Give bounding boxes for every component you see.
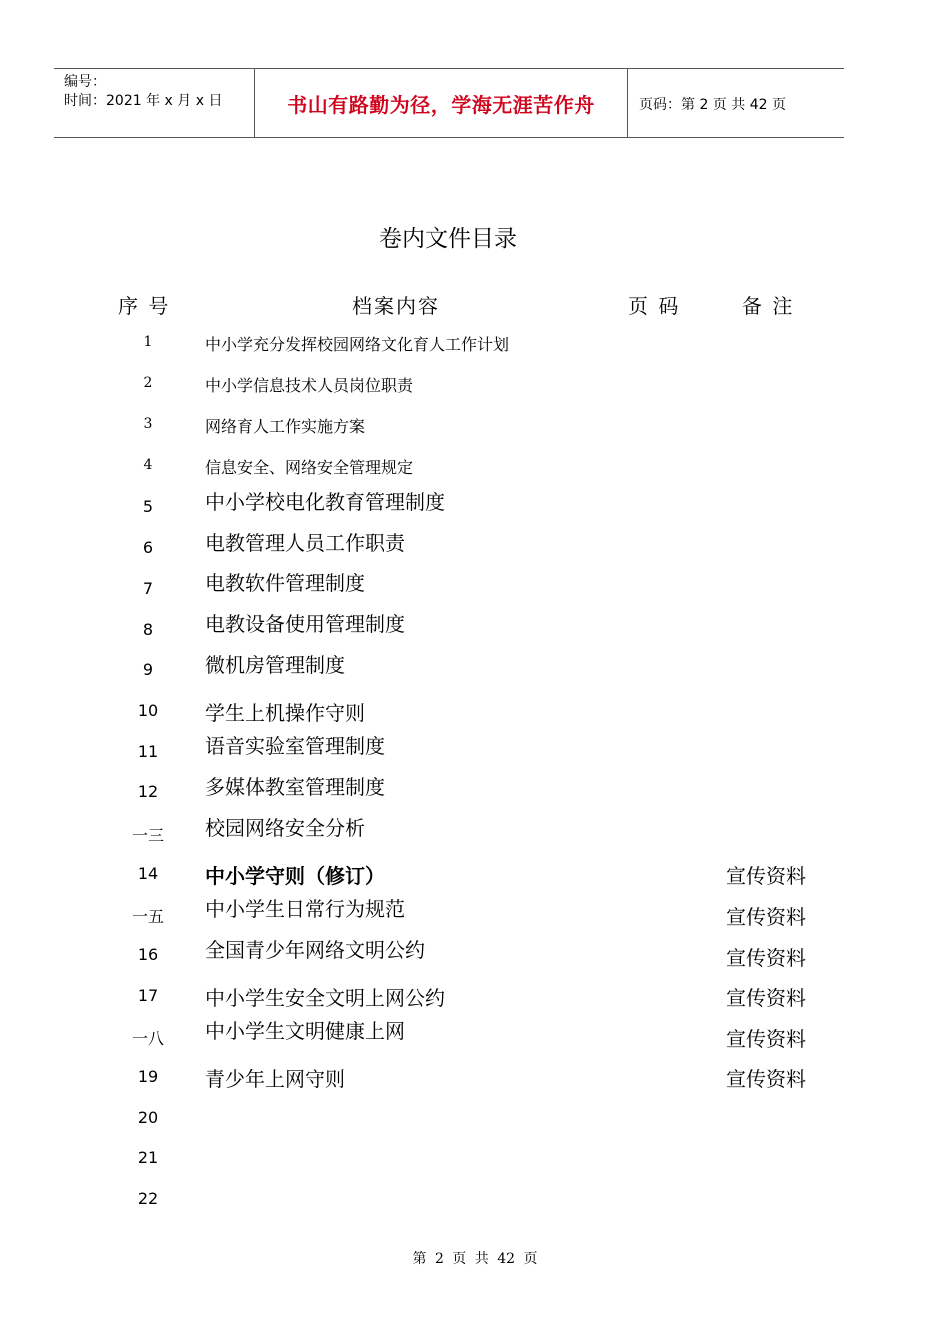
row-number: 一五 [131, 907, 164, 926]
header-page-info: 页码：第 2 页 共 42 页 [639, 97, 786, 113]
row-content: 中小学生文明健康上网 [205, 1019, 405, 1043]
page-footer: 第 2 页 共 42 页 [412, 1251, 538, 1267]
number-label: 编号： [64, 74, 106, 90]
row-number: 4 [143, 457, 153, 473]
row-number: 2 [143, 375, 153, 391]
row-remark: 宣传资料 [726, 986, 806, 1010]
row-content: 网络育人工作实施方案 [205, 417, 366, 436]
page-header [54, 68, 844, 138]
header-motto: 书山有路勤为径，学海无涯苦作舟 [254, 69, 628, 137]
row-number: 5 [142, 497, 154, 516]
header-meta [64, 73, 222, 111]
column-header-page: 页 码 [628, 294, 681, 318]
row-number: 22 [137, 1189, 159, 1208]
row-number: 7 [142, 579, 154, 598]
row-number: 6 [142, 538, 154, 557]
row-content: 信息安全、网络安全管理规定 [205, 458, 414, 477]
column-header-content: 档案内容 [352, 294, 440, 318]
row-number: 1 [143, 334, 153, 350]
row-remark: 宣传资料 [726, 1067, 806, 1091]
row-number: 19 [137, 1067, 159, 1086]
row-content: 语音实验室管理制度 [205, 734, 385, 758]
row-number: 一八 [131, 1029, 164, 1048]
row-content: 青少年上网守则 [205, 1067, 345, 1091]
row-content: 中小学充分发挥校园网络文化育人工作计划 [205, 335, 510, 354]
row-content: 全国青少年网络文明公约 [205, 938, 425, 962]
row-content: 电教软件管理制度 [205, 571, 365, 595]
row-content: 微机房管理制度 [205, 653, 345, 677]
row-content: 中小学校电化教育管理制度 [205, 490, 445, 514]
row-number: 3 [143, 416, 153, 432]
row-number: 21 [137, 1148, 159, 1167]
row-content: 中小学信息技术人员岗位职责 [205, 376, 414, 395]
row-content: 中小学守则（修订） [205, 864, 385, 888]
document-title: 卷内文件目录 [379, 226, 517, 252]
row-content: 多媒体教室管理制度 [205, 775, 385, 799]
row-remark: 宣传资料 [726, 946, 806, 970]
row-remark: 宣传资料 [726, 905, 806, 929]
row-content: 校园网络安全分析 [205, 816, 365, 840]
row-number: 11 [137, 742, 159, 761]
time-label: 时间：2021 年 x 月 x 日 [64, 93, 223, 109]
row-content: 电教管理人员工作职责 [205, 531, 405, 555]
row-content: 电教设备使用管理制度 [205, 612, 405, 636]
row-number: 16 [137, 945, 159, 964]
row-number: 9 [142, 660, 154, 679]
row-content: 中小学生安全文明上网公约 [205, 986, 445, 1010]
row-number: 17 [137, 986, 159, 1005]
row-number: 20 [137, 1108, 159, 1127]
column-header-seq: 序 号 [118, 294, 171, 318]
column-header-remark: 备 注 [742, 294, 795, 318]
row-number: 一三 [131, 826, 164, 845]
row-content: 中小学生日常行为规范 [205, 897, 405, 921]
row-remark: 宣传资料 [726, 1027, 806, 1051]
row-number: 12 [137, 782, 159, 801]
row-number: 8 [142, 620, 154, 639]
row-number: 14 [137, 864, 159, 883]
row-number: 10 [137, 701, 159, 720]
row-content: 学生上机操作守则 [205, 701, 365, 725]
row-remark: 宣传资料 [726, 864, 806, 888]
